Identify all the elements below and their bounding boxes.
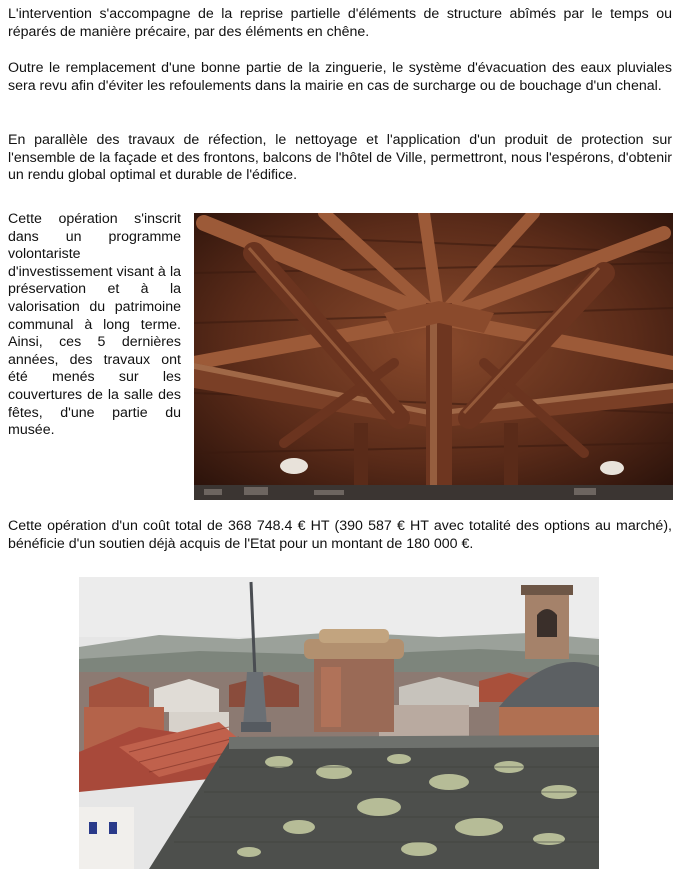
paragraph-cost: Cette opération d'un coût total de 368 748.4 € HT (390 587 € HT avec totalité des options au marché), bénéficie d'un soutien déjà acquis de l'Etat pour un montant de 180 000 €. <box>8 518 672 552</box>
paragraph-facade-cleaning: En parallèle des travaux de réfection, le nettoyage et l'application d'un produit de protection sur l'ensemble de la façade et des frontons, balcons de l'hôtel de Ville, permettront, nous l'espérons, d'obtenir un rendu global optimal et durable de l'édifice. <box>8 132 672 184</box>
paragraph-zinguerie: Outre le remplacement d'une bonne partie de la zinguerie, le système d'évacuation des eaux pluviales sera revu afin d'éviter les refoulements dans la mairie en cas de surcharge ou de bouchage d'un chenal. <box>8 60 672 94</box>
roof-timber-photo <box>194 213 673 500</box>
paragraph-structure-repair: L'intervention s'accompagne de la reprise partielle d'éléments de structure abîmés par le temps ou réparés de manière précaire, par des éléments en chêne. <box>8 6 672 40</box>
town-rooftop-photo <box>79 577 599 869</box>
paragraph-investment-program: Cette opération s'inscrit dans un programme volontariste d'investissement visant à la préservation et à la valorisation du patrimoine communal à long terme. Ainsi, ces 5 dernières années, des travaux ont été menés sur les couvertures de la salle des fêtes, d'une partie du musée. <box>8 211 181 439</box>
